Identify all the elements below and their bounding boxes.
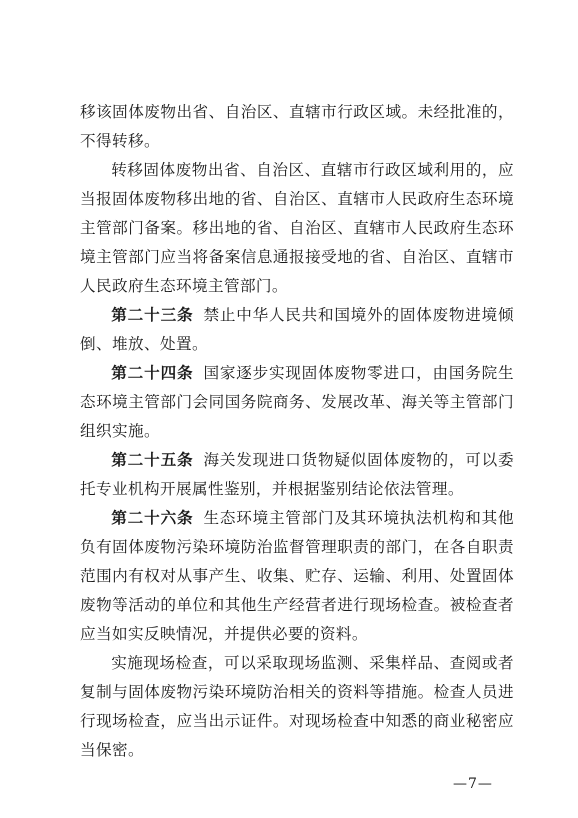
- article-23: [80, 301, 514, 359]
- paragraph-2: [80, 156, 514, 301]
- article-25: [80, 446, 514, 504]
- article-23-text: 禁止中华人民共和国境外的固体废物进境倾倒、堆放、处置。: [80, 306, 514, 353]
- article-26-heading: 第二十六条: [111, 509, 194, 527]
- paragraph-1: [80, 98, 514, 156]
- article-24-heading: 第二十四条: [111, 364, 194, 382]
- body-text: [80, 98, 514, 765]
- paragraph-2-text: 转移固体废物出省、自治区、直辖市行政区域利用的，应当报固体废物移出地的省、自治区、直辖市人民政府生态环境主管部门备案。移出地的省、自治区、直辖市人民政府生态环境主管部门应当将备案信息通报接受地的省、自治区、直辖市人民政府生态环境主管部门。: [80, 161, 514, 295]
- paragraph-7-text: 实施现场检查，可以采取现场监测、采集样品、查阅或者复制与固体废物污染环境防治相关的资料等措施。检查人员进行现场检查，应当出示证件。对现场检查中知悉的商业秘密应当保密。: [80, 654, 514, 759]
- article-24: [80, 359, 514, 446]
- page-number: —7—: [453, 776, 493, 792]
- article-23-heading: 第二十三条: [111, 306, 194, 324]
- article-24-text: 国家逐步实现固体废物零进口，由国务院生态环境主管部门会同国务院商务、发展改革、海关等主管部门组织实施。: [80, 364, 514, 440]
- article-25-heading: 第二十五条: [111, 451, 194, 469]
- article-25-text: 海关发现进口货物疑似固体废物的，可以委托专业机构开展属性鉴别，并根据鉴别结论依法管理。: [80, 451, 514, 498]
- paragraph-7: [80, 649, 514, 765]
- article-26-text: 生态环境主管部门及其环境执法机构和其他负有固体废物污染环境防治监督管理职责的部门，在各自职责范围内有权对从事产生、收集、贮存、运输、利用、处置固体废物等活动的单位和其他生产经营者进行现场检查。被检查者应当如实反映情况，并提供必要的资料。: [80, 509, 514, 643]
- article-26: [80, 504, 514, 649]
- paragraph-1-text: 移该固体废物出省、自治区、直辖市行政区域。未经批准的，不得转移。: [80, 103, 514, 150]
